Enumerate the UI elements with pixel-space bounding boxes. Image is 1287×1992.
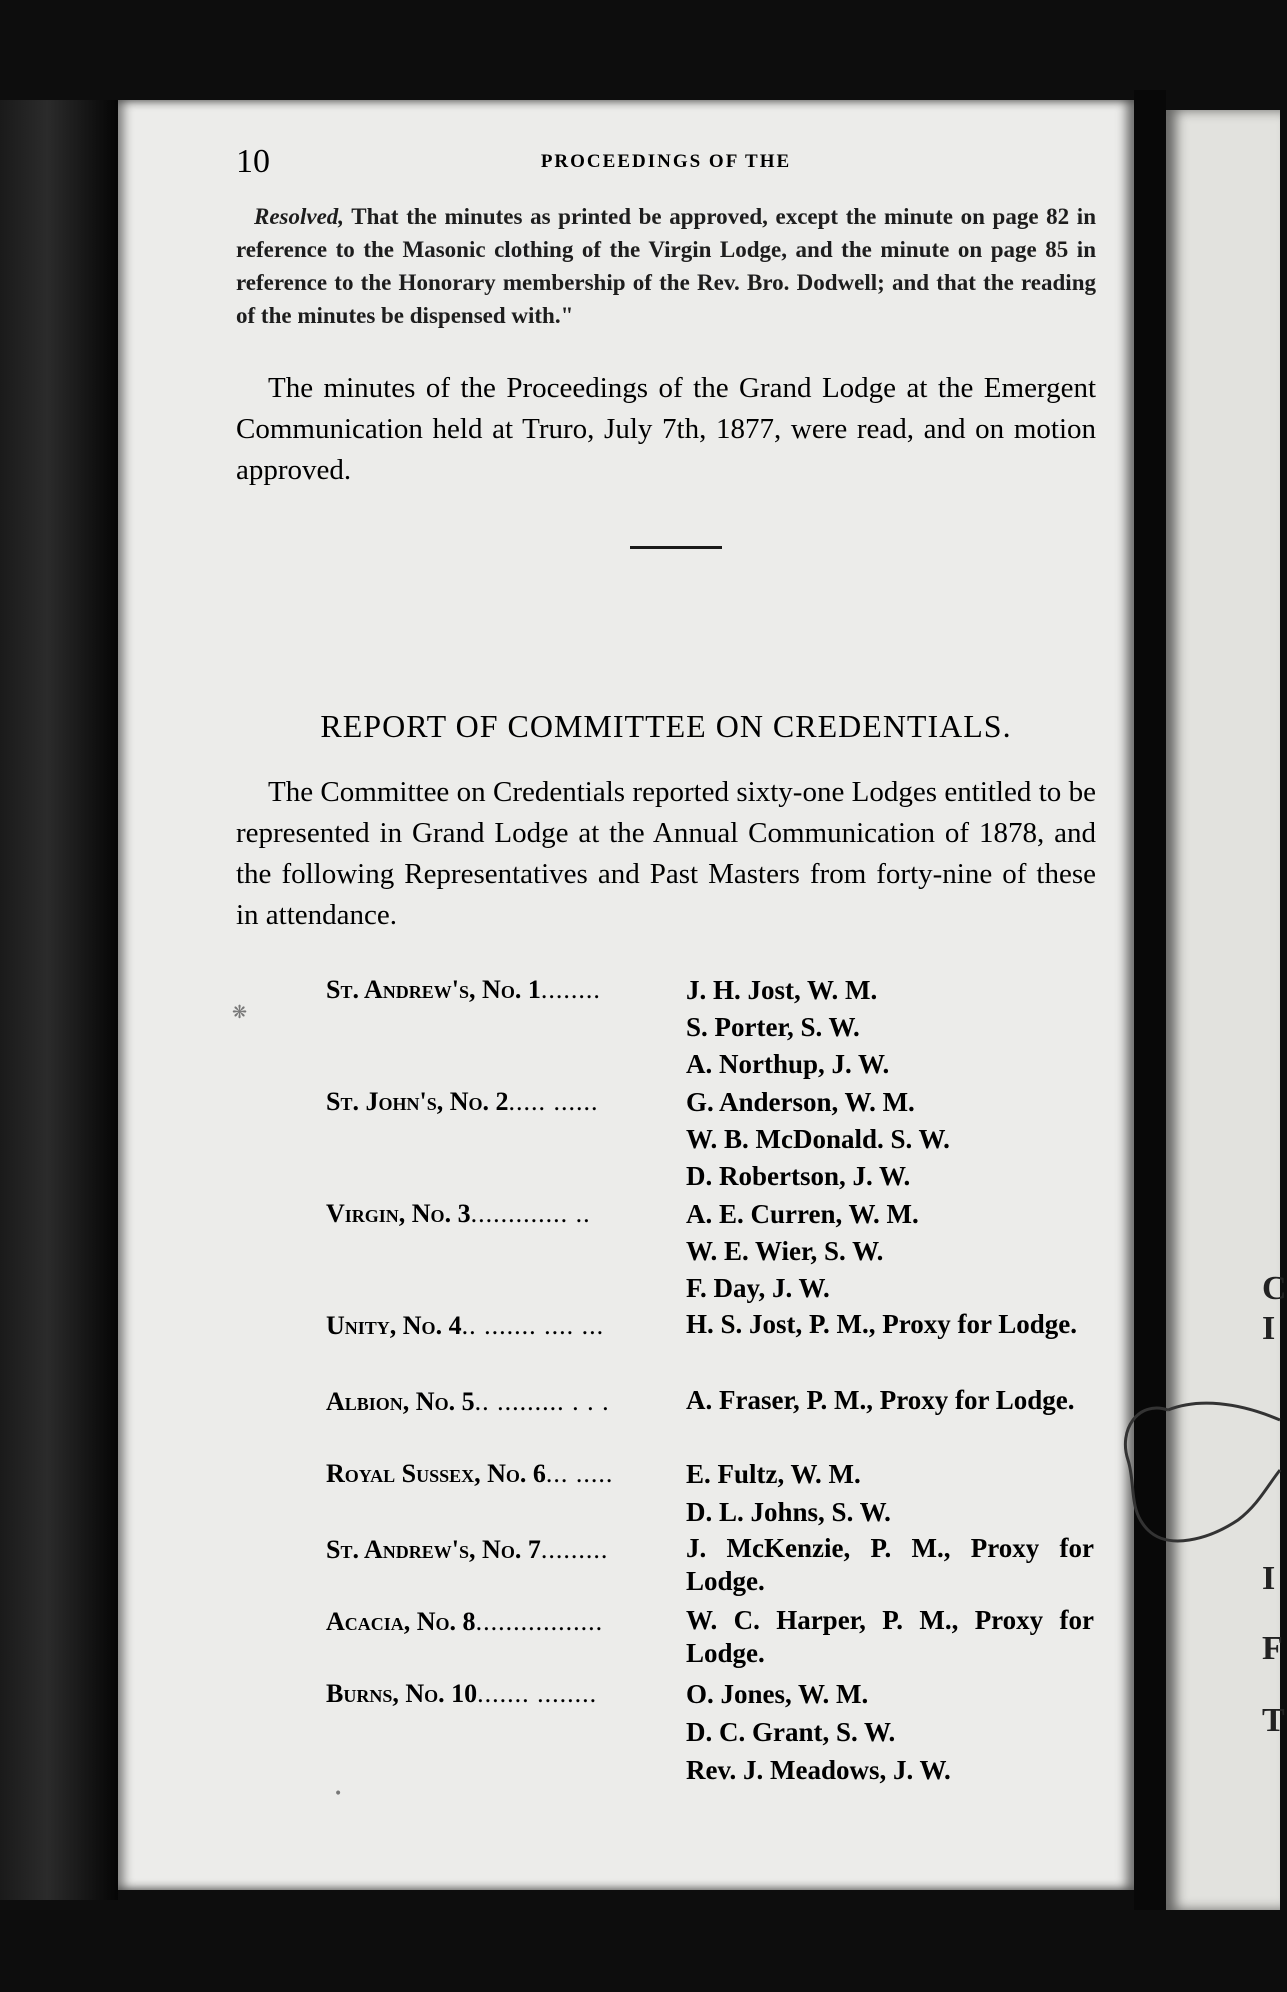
running-title: PROCEEDINGS OF THE — [540, 151, 792, 172]
print-speck: • — [334, 1786, 343, 1802]
representative: J. H. Jost, W. M. — [686, 975, 878, 1005]
representative: O. Jones, W. M. — [686, 1679, 869, 1709]
lodge-name: St. Andrew's, No. 7......... — [326, 1535, 609, 1564]
lodge-name: Acacia, No. 8................. — [326, 1607, 604, 1636]
lodge-name: Virgin, No. 3............. .. — [326, 1199, 591, 1228]
facing-letter: F — [1262, 1630, 1283, 1667]
ink-scribble — [1108, 1390, 1280, 1590]
representative: J. McKenzie, P. M., Proxy for Lodge. — [686, 1533, 1094, 1596]
facing-letter: C — [1262, 1270, 1287, 1307]
lodge-name: Burns, No. 10....... ........ — [326, 1679, 598, 1708]
section-title: REPORT OF COMMITTEE ON CREDENTIALS. — [320, 708, 1012, 744]
facing-letter: I — [1262, 1310, 1276, 1347]
representative: D. Robertson, J. W. — [686, 1161, 911, 1191]
committee-paragraph: The Committee on Credentials reported sixty-one Lodges entitled to be represented in Grand Lodge at the Annual Communication of 1878, and the following Representatives and Past Masters from forty-nine of these in attendance. — [236, 776, 1096, 931]
resolved-lead: Resolved, — [254, 204, 345, 229]
representative: S. Porter, S. W. — [686, 1012, 860, 1042]
facing-letter: I — [1262, 1560, 1276, 1597]
minutes-paragraph: The minutes of the Proceedings of the Grand Lodge at the Emergent Communication held at Truro, July 7th, 1877, were read, and on motion approved. — [236, 372, 1096, 486]
representative: D. C. Grant, S. W. — [686, 1717, 896, 1747]
lodge-name: Unity, No. 4.. ....... .... ... — [326, 1311, 605, 1340]
representative: A. E. Curren, W. M. — [686, 1199, 919, 1229]
print-speck: ❋ — [232, 1002, 248, 1023]
representative: H. S. Jost, P. M., Proxy for Lodge. — [686, 1309, 1077, 1339]
lodge-name: St. Andrew's, No. 1........ — [326, 975, 601, 1004]
representative: A. Northup, J. W. — [686, 1049, 890, 1079]
representative: W. E. Wier, S. W. — [686, 1236, 884, 1266]
representative: F. Day, J. W. — [686, 1273, 830, 1303]
representative: G. Anderson, W. M. — [686, 1087, 915, 1117]
resolved-text: That the minutes as printed be approved, except the minute on page 82 in reference to the Masonic clothing of the Virgin Lodge, and the minute on page 85 in reference to the Honorary membership of the Rev. Bro. Dodwell; and that the reading of the minutes be dispensed with." — [236, 204, 1096, 328]
facing-letter: T — [1262, 1702, 1285, 1739]
representative: W. C. Harper, P. M., Proxy for Lodge. — [686, 1605, 1094, 1668]
representative: W. B. McDonald. S. W. — [686, 1124, 950, 1154]
representative: Rev. J. Meadows, J. W. — [686, 1755, 951, 1785]
representative: A. Fraser, P. M., Proxy for Lodge. — [686, 1385, 1075, 1415]
representative: E. Fultz, W. M. — [686, 1459, 861, 1489]
lodge-name: Royal Sussex, No. 6... ..... — [326, 1459, 614, 1488]
lodge-name: St. John's, No. 2..... ...... — [326, 1087, 599, 1116]
representative: D. L. Johns, S. W. — [686, 1497, 891, 1527]
lodge-name: Albion, No. 5.. ......... . . . — [326, 1387, 610, 1416]
page-number: 10 — [236, 143, 270, 180]
